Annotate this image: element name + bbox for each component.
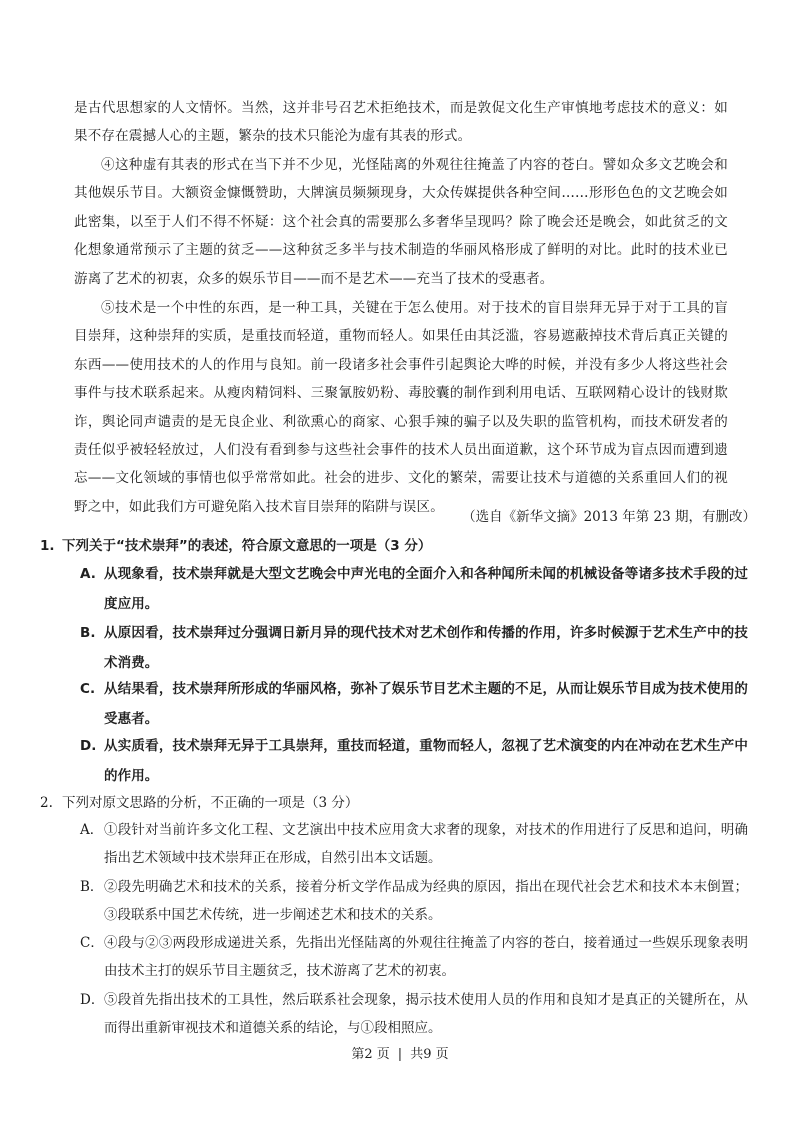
option-label: C. [80,681,96,697]
option-text: 从结果看，技术崇拜所形成的华丽风格，弥补了娱乐节目艺术主题的不足，从而让娱乐节目成为技术使用的受惠者。 [104,681,748,727]
option-text: 从现象看，技术崇拜就是大型文艺晚会中声光电的全面介入和各种闻所未闻的机械设备等诸多技术手段的过度应用。 [104,566,748,612]
question-1-option-b [80,619,748,678]
question-1-option-c [80,675,748,734]
option-label: B. [80,625,96,641]
total-pages: 共9 页 [410,1047,449,1062]
question-1-number: 1. [40,538,55,554]
question-2-text: 下列对原文思路的分析，不正确的一项是（3 分） [62,795,359,811]
question-2-option-c [80,929,748,985]
question-1-option-d [80,732,748,791]
paragraph-continued: 是古代思想家的人文情怀。当然，这并非号召艺术拒绝技术，而是敦促文化生产审慎地考虑技术的意义：如果不存在震撼人心的主题，繁杂的技术只能沦为虚有其表的形式。 [74,100,728,145]
source-note: （选自《新华文摘》2013 年第 23 期，有删改） [462,509,756,525]
option-text: ②段先明确艺术和技术的关系，接着分析文学作品成为经典的原因，指出在现代社会艺术和技术本末倒置；③段联系中国艺术传统，进一步阐述艺术和技术的关系。 [104,879,748,923]
option-label: A. [80,566,97,582]
question-2-option-b [80,873,748,929]
option-text: ①段针对当前许多文化工程、文艺演出中技术应用贪大求奢的现象，对技术的作用进行了反思和追问，明确指出艺术领域中技术崇拜正在形成，自然引出本文话题。 [104,822,748,866]
question-2-option-a [80,816,748,872]
paragraph-4: ④这种虚有其表的形式在当下并不少见，光怪陆离的外观往往掩盖了内容的苍白。譬如众多文艺晚会和其他娱乐节目。大额资金慷慨赞助，大牌演员频频现身，大众传媒提供各种空间……形形色色的文艺晚会如此密集，以至于人们不得不怀疑：这个社会真的需要那么多奢华呈现吗？除了晚会还是晚会，如此贫乏的文化想象通常预示了主题的贫乏——这种贫乏多半与技术制造的华丽风格形成了鲜明的对比。此时的技术业已游离了艺术的初衷，众多的娱乐节目——而不是艺术——充当了技术的受惠者。 [74,157,728,287]
question-1-text: 下列关于“技术崇拜”的表述，符合原文意思的一项是（3 分） [62,538,432,554]
question-1-option-a [80,560,748,619]
footer-separator: | [397,1047,403,1062]
page-footer [0,1045,800,1065]
option-label: D． [80,992,105,1008]
option-text: 从实质看，技术崇拜无异于工具崇拜，重技而轻道，重物而轻人，忽视了艺术演变的内在冲动在艺术生产中的作用。 [104,738,748,784]
page-number: 第2 页 [351,1047,390,1062]
question-2-stem [40,791,760,815]
option-text: 从原因看，技术崇拜过分强调日新月异的现代技术对艺术创作和传播的作用，许多时候源于艺术生产中的技术消费。 [104,625,748,671]
question-2-number: 2. [40,795,53,811]
option-text: ④段与②③两段形成递进关系，先指出光怪陆离的外观往往掩盖了内容的苍白，接着通过一些娱乐现象表明由技术主打的娱乐节目主题贫乏，技术游离了艺术的初衷。 [104,935,748,979]
option-text: ⑤段首先指出技术的工具性，然后联系社会现象，揭示技术使用人员的作用和良知才是真正的关键所在，从而得出重新审视技术和道德关系的结论，与①段相照应。 [104,992,748,1036]
option-label: D. [80,738,97,754]
question-2-option-d [80,986,748,1042]
option-label: B． [80,879,104,895]
option-label: C． [80,935,104,951]
question-1-stem [40,534,760,558]
option-label: A． [80,822,104,838]
paragraph-5: ⑤技术是一个中性的东西，是一种工具，关键在于怎么使用。对于技术的盲目崇拜无异于对于工具的盲目崇拜，这种崇拜的实质，是重技而轻道，重物而轻人。如果任由其泛滥，容易遮蔽掉技术背后真正关键的东西——使用技术的人的作用与良知。前一段诸多社会事件引起舆论大哗的时候，并没有多少人将这些社会事件与技术联系起来。从瘦肉精饲料、三聚氰胺奶粉、毒胶囊的制作到利用电话、互联网精心设计的钱财欺诈，舆论同声谴责的是无良企业、利欲熏心的商家、心狠手辣的骗子以及失职的监管机构，而技术研发者的责任似乎被轻轻放过，人们没有看到参与这些社会事件的技术人员出面道歉，这个环节成为盲点因而遭到遗忘——文化领域的事情也似乎常常如此。社会的进步、文化的繁荣，需要让技术与道德的关系重回人们的视野之中，如此我们方可避免陷入技术盲目崇拜的陷阱与误区。 [74,300,728,515]
